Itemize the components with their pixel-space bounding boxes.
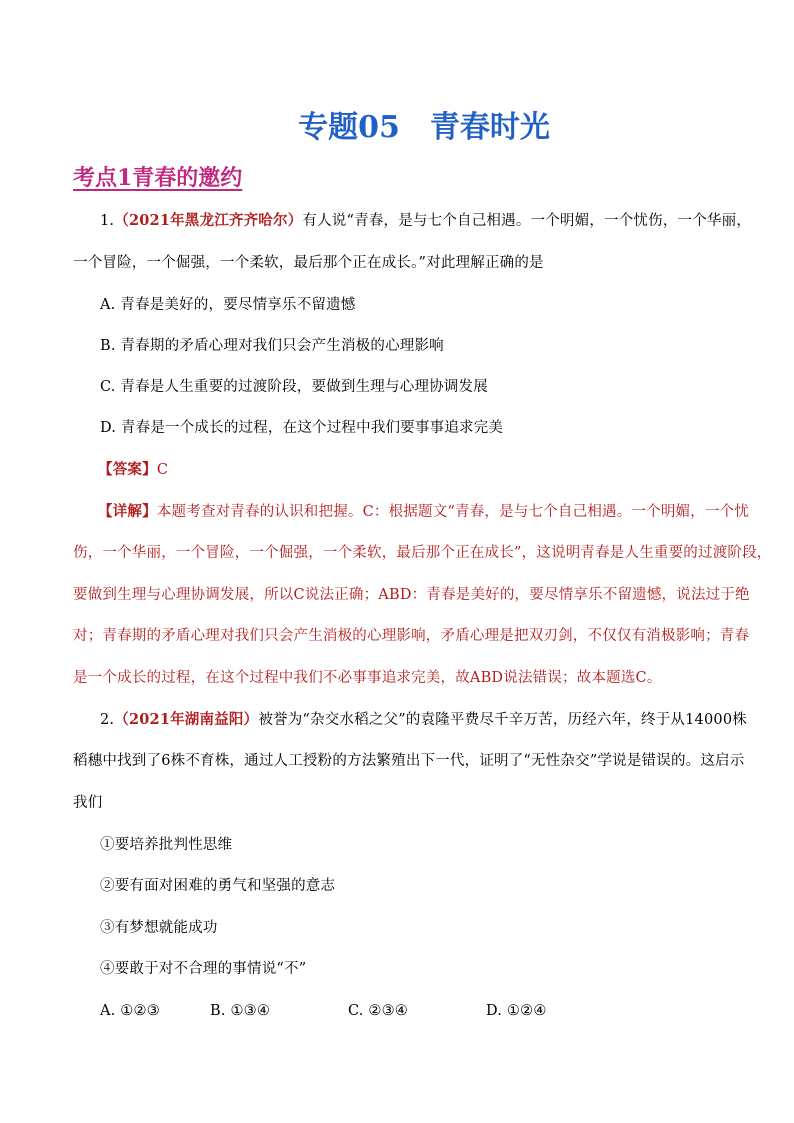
- q2-stem-line2: 稻穗中找到了6株不育株，通过人工授粉的方法繁殖出下一代，证明了“无性杂交”学说是错误的。这启示: [73, 753, 745, 769]
- q2-source: （2021年湖南益阳）: [114, 711, 259, 728]
- q1-option-c: C. 青春是人生重要的过渡阶段，要做到生理与心理协调发展: [100, 379, 488, 395]
- title-sub: 青春时光: [429, 110, 550, 145]
- q1-stem-text1: 有人说“青春，是与七个自己相遇。一个明媚，一个忧伤，一个华丽，: [302, 213, 752, 229]
- q1-detail-line2: 伤，一个华丽，一个冒险，一个倔强，一个柔软，最后那个正在成长”，这说明青春是人生重要的过渡阶段，: [73, 545, 772, 561]
- q1-detail-line3: 要做到生理与心理协调发展，所以C说法正确；ABD：青春是美好的，要尽情享乐不留遗憾，说法过于绝: [73, 587, 750, 603]
- q1-answer-value: C: [156, 462, 169, 478]
- q2-stem-line3: 我们: [73, 795, 103, 811]
- q2-item-2: ②要有面对困难的勇气和坚强的意志: [100, 878, 336, 894]
- q1-stem-line1: [100, 211, 752, 231]
- q1-option-d: D. 青春是一个成长的过程，在这个过程中我们要事事追求完美: [100, 420, 504, 436]
- section-heading: 考点1青春的邀约: [73, 165, 243, 191]
- q2-item-4: ④要敢于对不合理的事情说“不”: [100, 961, 307, 977]
- q2-item-3: ③有梦想就能成功: [100, 920, 218, 936]
- q2-choice-b: B. ①③④: [210, 1003, 271, 1019]
- q1-answer-label: 【答案】: [98, 461, 157, 478]
- q2-stem-line1: [100, 710, 747, 730]
- q1-stem-line2: 一个冒险，一个倔强，一个柔软，最后那个正在成长。”对此理解正确的是: [73, 255, 544, 271]
- q1-option-b: B. 青春期的矛盾心理对我们只会产生消极的心理影响: [100, 338, 444, 354]
- q1-answer: [98, 460, 168, 480]
- q1-source: （2021年黑龙江齐齐哈尔）: [114, 212, 303, 229]
- q1-detail-line5: 是一个成长的过程，在这个过程中我们不必事事追求完美，故ABD说法错误；故本题选C。: [73, 670, 662, 686]
- q1-detail-line1: [98, 502, 750, 522]
- q2-choice-c: C. ②③④: [348, 1003, 408, 1019]
- q1-detail-line4: 对；青春期的矛盾心理对我们只会产生消极的心理影响，矛盾心理是把双刃剑，不仅仅有消极影响；青春: [73, 628, 750, 644]
- q1-option-a: A. 青春是美好的，要尽情享乐不留遗憾: [100, 297, 356, 313]
- title-main: 专题05: [298, 110, 400, 145]
- page-title: [0, 108, 794, 148]
- q1-detail-text1: 本题考查对青春的认识和把握。C：根据题文“青春，是与七个自己相遇。一个明媚，一个忧: [156, 504, 750, 520]
- q2-choice-d: D. ①②④: [486, 1003, 547, 1019]
- q2-stem-text1: 被誉为“杂交水稻之父”的袁隆平费尽千辛万苦，历经六年，终于从14000株: [258, 712, 747, 728]
- q1-number: 1.: [100, 213, 115, 229]
- q2-number: 2.: [100, 712, 115, 728]
- q2-item-1: ①要培养批判性思维: [100, 837, 233, 853]
- q1-detail-label: 【详解】: [98, 503, 157, 520]
- q2-choice-a: A. ①②③: [100, 1003, 160, 1019]
